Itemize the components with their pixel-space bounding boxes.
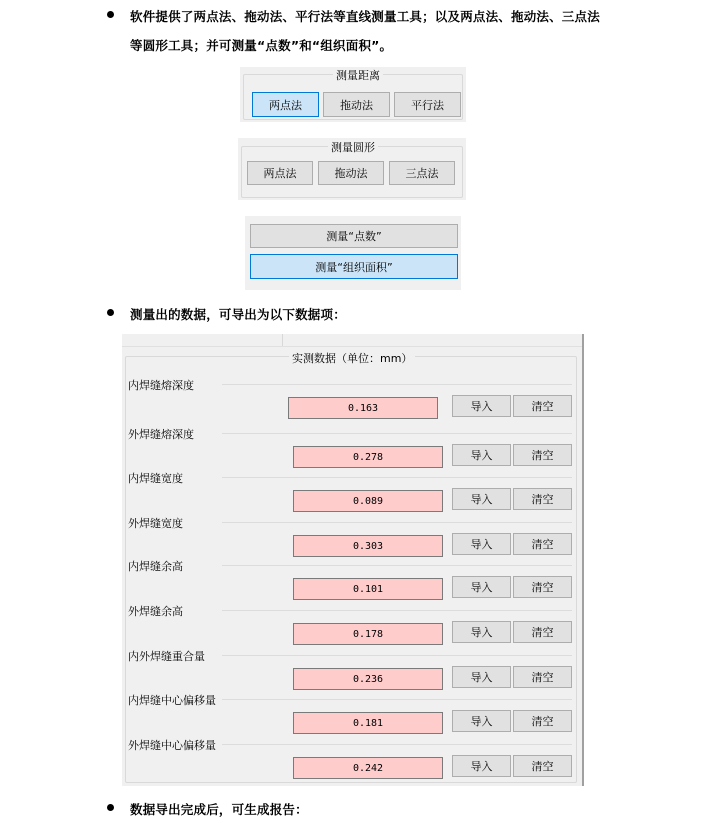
import-button[interactable]: 导入 (452, 576, 511, 598)
row-label: 内焊缝余高 (128, 560, 183, 573)
clear-button[interactable]: 清空 (513, 755, 572, 777)
distance-two-point-button[interactable]: 两点法 (252, 92, 319, 117)
value-field[interactable]: 0.178 (293, 623, 443, 645)
row-label: 外焊缝余高 (128, 605, 183, 618)
value-field[interactable]: 0.303 (293, 535, 443, 557)
report-intro: 数据导出完成后，可生成报告： (130, 802, 308, 817)
measure-distance-panel (240, 67, 466, 122)
value-field[interactable]: 0.163 (288, 397, 438, 419)
import-button[interactable]: 导入 (452, 666, 511, 688)
clear-button[interactable]: 清空 (513, 395, 572, 417)
intro-line-2: 等圆形工具；并可测量“点数”和“组织面积”。 (130, 38, 393, 53)
intro-line-1: 软件提供了两点法、拖动法、平行法等直线测量工具；以及两点法、拖动法、三点法 (130, 9, 600, 24)
row-separator (222, 384, 572, 385)
row-label: 外焊缝中心偏移量 (128, 739, 216, 752)
clear-button[interactable]: 清空 (513, 621, 572, 643)
clear-button[interactable]: 清空 (513, 666, 572, 688)
row-separator (222, 477, 572, 478)
value-field[interactable]: 0.101 (293, 578, 443, 600)
value-field[interactable]: 0.242 (293, 757, 443, 779)
bullet-icon (107, 309, 114, 316)
circle-drag-button[interactable]: 拖动法 (318, 161, 384, 185)
clear-button[interactable]: 清空 (513, 710, 572, 732)
value-field[interactable]: 0.181 (293, 712, 443, 734)
data-panel-tab-strip (122, 334, 582, 347)
row-label: 外焊缝熔深度 (128, 428, 194, 441)
bullet-icon (107, 11, 114, 18)
clear-button[interactable]: 清空 (513, 488, 572, 510)
value-field[interactable]: 0.278 (293, 446, 443, 468)
row-label: 内焊缝熔深度 (128, 379, 194, 392)
value-field[interactable]: 0.089 (293, 490, 443, 512)
measure-area-button[interactable]: 测量“组织面积” (250, 254, 458, 279)
row-label: 内焊缝宽度 (128, 472, 183, 485)
import-button[interactable]: 导入 (452, 395, 511, 417)
value-field[interactable]: 0.236 (293, 668, 443, 690)
distance-parallel-button[interactable]: 平行法 (394, 92, 461, 117)
row-label: 内外焊缝重合量 (128, 650, 205, 663)
measure-distance-title: 测量距离 (333, 67, 383, 83)
measure-points-panel (245, 216, 461, 290)
import-button[interactable]: 导入 (452, 444, 511, 466)
row-label: 外焊缝宽度 (128, 517, 183, 530)
export-intro: 测量出的数据，可导出为以下数据项： (130, 307, 346, 322)
circle-three-point-button[interactable]: 三点法 (389, 161, 455, 185)
circle-two-point-button[interactable]: 两点法 (247, 161, 313, 185)
clear-button[interactable]: 清空 (513, 576, 572, 598)
clear-button[interactable]: 清空 (513, 533, 572, 555)
measure-points-button[interactable]: 测量“点数” (250, 224, 458, 248)
import-button[interactable]: 导入 (452, 755, 511, 777)
bullet-icon (107, 804, 114, 811)
measure-circle-title: 测量圆形 (328, 139, 378, 155)
row-separator (222, 610, 572, 611)
row-separator (222, 522, 572, 523)
row-label: 内焊缝中心偏移量 (128, 694, 216, 707)
data-panel-title: 实测数据（单位：mm） (289, 350, 415, 366)
row-separator (222, 565, 572, 566)
clear-button[interactable]: 清空 (513, 444, 572, 466)
row-separator (222, 655, 572, 656)
import-button[interactable]: 导入 (452, 710, 511, 732)
measure-circle-panel (238, 138, 466, 200)
import-button[interactable]: 导入 (452, 533, 511, 555)
data-panel-tab-divider (282, 334, 283, 346)
data-panel (122, 334, 584, 786)
row-separator (222, 699, 572, 700)
import-button[interactable]: 导入 (452, 488, 511, 510)
import-button[interactable]: 导入 (452, 621, 511, 643)
row-separator (222, 433, 572, 434)
distance-drag-button[interactable]: 拖动法 (323, 92, 390, 117)
row-separator (222, 744, 572, 745)
